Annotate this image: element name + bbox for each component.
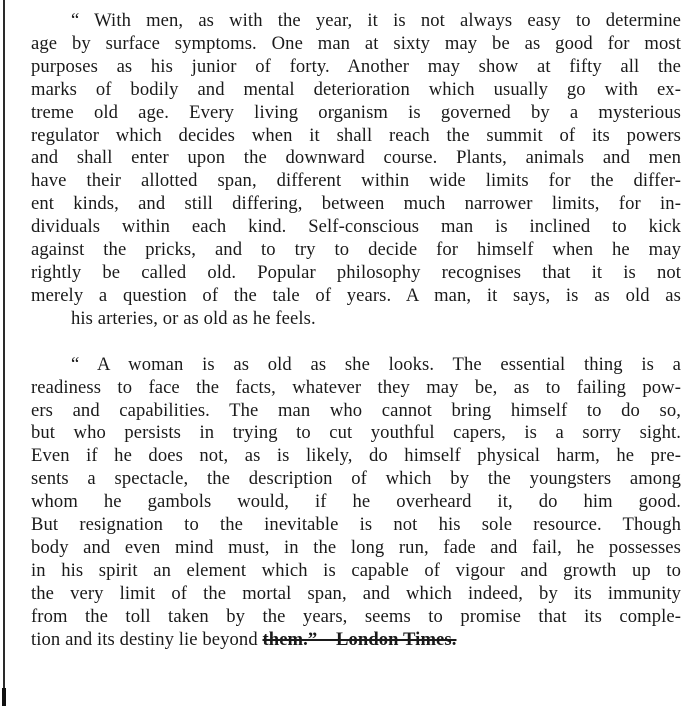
text-line: Even if he does not, as is likely, do himself physical harm, he pre- [31,445,681,467]
text-line: merely a question of the tale of years. A man, it says, is as old as [31,284,681,306]
text-line: But resignation to the inevitable is not his sole resource. Though [31,514,681,536]
final-line-text: tion and its destiny lie beyond [31,628,258,650]
text-line: purposes as his junior of forty. Another may show at fifty all the [31,55,681,77]
paragraph-gap [31,331,681,354]
text-line: ers and capabilities. The man who cannot bring himself to do so, [31,399,681,421]
text-line: treme old age. Every living organism is governed by a mysterious [31,101,681,123]
article-column [31,10,681,651]
text-line: body and even mind must, in the long run, fade and fail, he possesses [31,536,681,558]
text-line: rightly be called old. Popular philosophy recognises that it is not [31,261,681,283]
text-line: but who persists in trying to cut youthful capers, is a sorry sight. [31,422,681,444]
text-line: readiness to face the facts, whatever they may be, as to failing pow- [31,376,681,398]
text-line: his arteries, or as old as he feels. [71,307,316,329]
text-line: whom he gambols would, if he overheard it, do him good. [31,491,681,513]
text-line: “ With men, as with the year, it is not always easy to determine [71,10,681,31]
column-rule [3,0,5,700]
text-line: in his spirit an element which is capable of vigour and growth up to [31,559,681,581]
text-line: against the pricks, and to try to decide for himself when he may [31,239,681,261]
text-line: sents a spectacle, the description of which by the youngsters among [31,468,681,490]
paragraph-2 [31,354,681,652]
text-line: ent kinds, and still differing, between much narrower limits, for in- [31,193,681,215]
text-line: have their allotted span, different within wide limits for the differ- [31,170,681,192]
text-line: and shall enter upon the downward course. Plants, animals and men [31,147,681,169]
text-line: regulator which decides when it shall reach the summit of its powers [31,124,681,146]
text-line: “ A woman is as old as she looks. The essential thing is a [71,353,681,375]
text-line-final [31,629,681,652]
text-line: marks of bodily and mental deterioration which usually go with ex- [31,78,681,100]
source-credit: them.”—London Times. [262,628,457,650]
text-line: the very limit of the mortal span, and which indeed, by its immunity [31,582,681,604]
text-line: from the toll taken by the years, seems to promise that its comple- [31,605,681,627]
paragraph-1 [31,10,681,331]
text-line: age by surface symptoms. One man at sixty may be as good for most [31,32,681,54]
column-rule-foot [2,688,6,706]
text-line: dividuals within each kind. Self-conscious man is inclined to kick [31,216,681,238]
